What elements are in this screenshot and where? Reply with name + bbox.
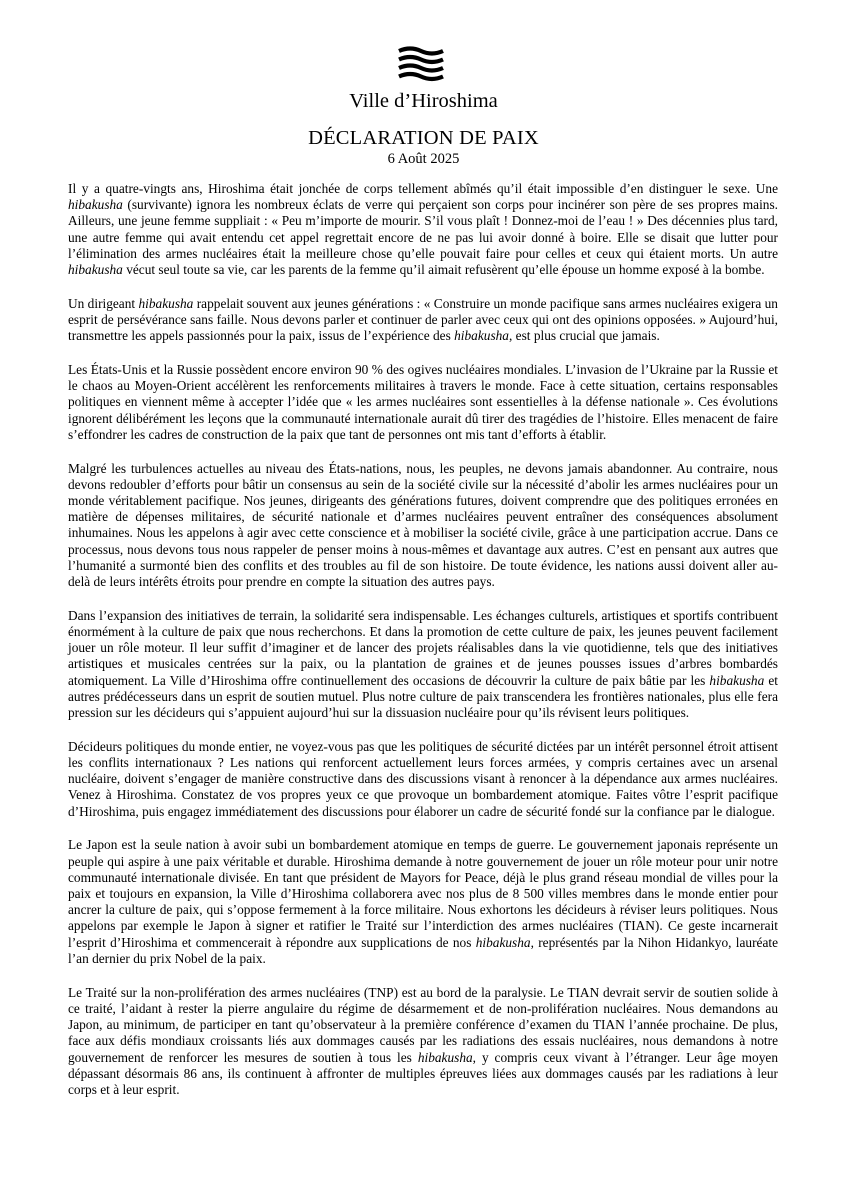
text-run: , y compris ceux vivant à l’étranger. Leur âge moyen dépassant désormais 86 ans, ils continuent à affronter de multiples épreuves liées aux dommages causés par les radiations à leur corps et à leur esprit. xyxy=(68,1049,778,1097)
text-run: Le Traité sur la non-prolifération des armes nucléaires (TNP) est au bord de la paralysie. Le TIAN devrait servir de soutien solide à ce traité, l’aidant à rester la pierre angulaire du régime de désarmement et de non-prolifération nucléaires. Nous demandons au Japon, au minimum, de participer en tant qu’observateur à la première conférence d’examen du TIAN l’année prochaine. De plus, face aux défis mondiaux croissants liés aux dommages causés par les radiations des essais nucléaires, nous demandons à notre gouvernement de renforcer les mesures de soutien à tous les xyxy=(68,984,778,1065)
declaration-body xyxy=(68,181,778,1098)
paragraph-2 xyxy=(68,296,778,345)
text-run: Un dirigeant xyxy=(68,295,139,311)
text-run: , représentés par la Nihon Hidankyo, lauréate l’an dernier du prix Nobel de la paix. xyxy=(68,934,779,966)
text-run: Décideurs politiques du monde entier, ne voyez-vous pas que les politiques de sécurité dictées par un intérêt personnel étroit attisent les conflits internationaux ? Les nations qui renforcent actuellement leurs forces armées, y compris certaines avec un arsenal nucléaire, doivent s’engager de manière constructive dans des discussions visant à renoncer à la dépendance aux armes nucléaires. Venez à Hiroshima. Constatez de vos propres yeux ce que provoque un bombardement atomique. Faites vôtre l’esprit pacifique d’Hiroshima, puis engagez immédiatement des discussions pour élaborer un cadre de sécurité fondé sur la confiance par le dialogue. xyxy=(68,738,778,819)
hiroshima-emblem-icon xyxy=(398,46,444,82)
italic-term: hibakusha xyxy=(709,672,765,688)
paragraph-5 xyxy=(68,608,778,721)
text-run: Le Japon est la seule nation à avoir subi un bombardement atomique en temps de guerre. Le gouvernement japonais représente un peuple qui aspire à une paix véritable et durable. Hiroshima demande à notre gouvernement de jouer un rôle moteur pour unir notre communauté internationale divisée. En tant que président de Mayors for Peace, déjà le plus grand réseau mondial de villes pour la paix et toujours en expansion, la Ville d’Hiroshima collaborera avec nos plus de 8 500 villes membres dans le monde entier pour ancrer la culture de paix, qui s’oppose fermement à la force militaire. Nous exhortons les décideurs à réviser leurs politiques. Nous appelons par exemple le Japon à signer et ratifier le Traité sur l’interdiction des armes nucléaires (TIAN). Ce geste incarnerait l’esprit d’Hiroshima et commencerait à répondre aux supplications de nos xyxy=(68,837,778,950)
italic-term: hibakusha xyxy=(417,1049,473,1065)
paragraph-6 xyxy=(68,739,778,820)
page-title: DÉCLARATION DE PAIX xyxy=(308,127,539,149)
text-run: Il y a quatre-vingts ans, Hiroshima était jonchée de corps tellement abîmés qu’il était impossible d’en distinguer le sexe. Une xyxy=(68,181,778,196)
paragraph-1 xyxy=(68,181,778,278)
paragraph-7 xyxy=(68,837,778,967)
declaration-date: 6 Août 2025 xyxy=(387,151,460,167)
text-run: Les États-Unis et la Russie possèdent encore environ 90 % des ogives nucléaires mondiales. L’invasion de l’Ukraine par la Russie et le chaos au Moyen-Orient accélèrent les renforcements militaires à travers le monde. Face à cette situation, certains responsables politiques en viennent même à accepter l’idée que « les armes nucléaires sont essentielles à la défense nationale ». Ces évolutions ignorent délibérément les leçons que la communauté internationale aurait dû tirer des tragédies de l’histoire. Elles menacent de faire s’effondrer les cadres de construction de la paix que tant de personnes ont mis tant d’efforts à établir. xyxy=(68,362,778,442)
italic-term: hibakusha xyxy=(138,295,194,311)
text-run: , est plus crucial que jamais. xyxy=(508,328,660,344)
paragraph-4 xyxy=(68,461,778,591)
text-run: rappelait souvent aux jeunes générations : « Construire un monde pacifique sans armes nucléaires exigera un esprit de persévérance sans faille. Nous devons parler et continuer de parler avec ceux qui ont des opinions opposées. » Aujourd’hui, transmettre les appels passionnés pour la paix, issus de l’expérience des xyxy=(68,295,778,344)
text-run: (survivante) ignora les nombreux éclats de verre qui perçaient son corps pour incinérer son père de ses propres mains. Ailleurs, une jeune femme suppliait : « Peu m’importe de mourir. S’il vous plaît ! Donnez-moi de l’eau ! » Des décennies plus tard, une autre femme qui avait entendu cet appel regrettait encore de ne pas lui avoir donné à boire. Elle se disait que lutter pour l’élimination des armes nucléaires était la meilleure chose qu’elle pouvait faire pour celles et ceux qui étaient morts. Un autre xyxy=(68,197,778,261)
italic-term: hibakusha xyxy=(454,328,509,344)
city-name: Ville d’Hiroshima xyxy=(349,90,498,112)
italic-term: hibakusha xyxy=(475,934,531,950)
text-run: vécut seul toute sa vie, car les parents de la femme qu’il aimait refusèrent qu’elle épouse un homme exposé à la bombe. xyxy=(122,262,765,278)
paragraph-8 xyxy=(68,985,778,1098)
italic-term: hibakusha xyxy=(68,197,123,213)
paragraph-3 xyxy=(68,362,778,443)
text-run: et autres prédécesseurs dans un esprit de soutien mutuel. Plus notre culture de paix transcendera les frontières nationales, plus elle fera pression sur les décideurs qui s’appuient aujourd’hui sur la dissuasion nucléaire pour qu’ils révisent leurs politiques. xyxy=(68,672,778,721)
text-run: Dans l’expansion des initiatives de terrain, la solidarité sera indispensable. Les échanges culturels, artistiques et sportifs contribuent énormément à la culture de paix que nous recherchons. Et dans la promotion de cette culture de paix, les jeunes peuvent facilement jouer un rôle moteur. Il leur suffit d’imaginer et de lancer des projets réalisables dans la vie quotidienne, tels que des initiatives artistiques et musicales centrées sur la paix, ou la plantation de graines et de jeunes pousses issues d’arbres bombardés atomiquement. La Ville d’Hiroshima offre continuellement des occasions de découvrir la culture de paix bâtie par les xyxy=(68,607,778,688)
text-run: Malgré les turbulences actuelles au niveau des États-nations, nous, les peuples, ne devons jamais abandonner. Au contraire, nous devons redoubler d’efforts pour bâtir un consensus au sein de la société civile sur la nécessité d’abolir les armes nucléaires pour un monde véritablement pacifique. Nos jeunes, dirigeants des générations futures, doivent comprendre que des politiques erronées en matière de dépenses militaires, de sécurité nationale et d’armes nucléaires peuvent entraîner des conséquences absolument inhumaines. Nous les appelons à agir avec cette conscience et à mobiliser la société civile, grâce à une participation accrue. Dans ce processus, nous devons tous nous rappeler de penser moins à nous-mêmes et davantage aux autres. C’est en pensant aux autres que l’humanité a surmonté bien des conflits et des troubles au fil de son histoire. De toute évidence, les nations aussi doivent aller au-delà de leurs intérêts étroits pour prendre en compte la situation des autres pays. xyxy=(68,460,778,590)
italic-term: hibakusha xyxy=(68,262,123,278)
